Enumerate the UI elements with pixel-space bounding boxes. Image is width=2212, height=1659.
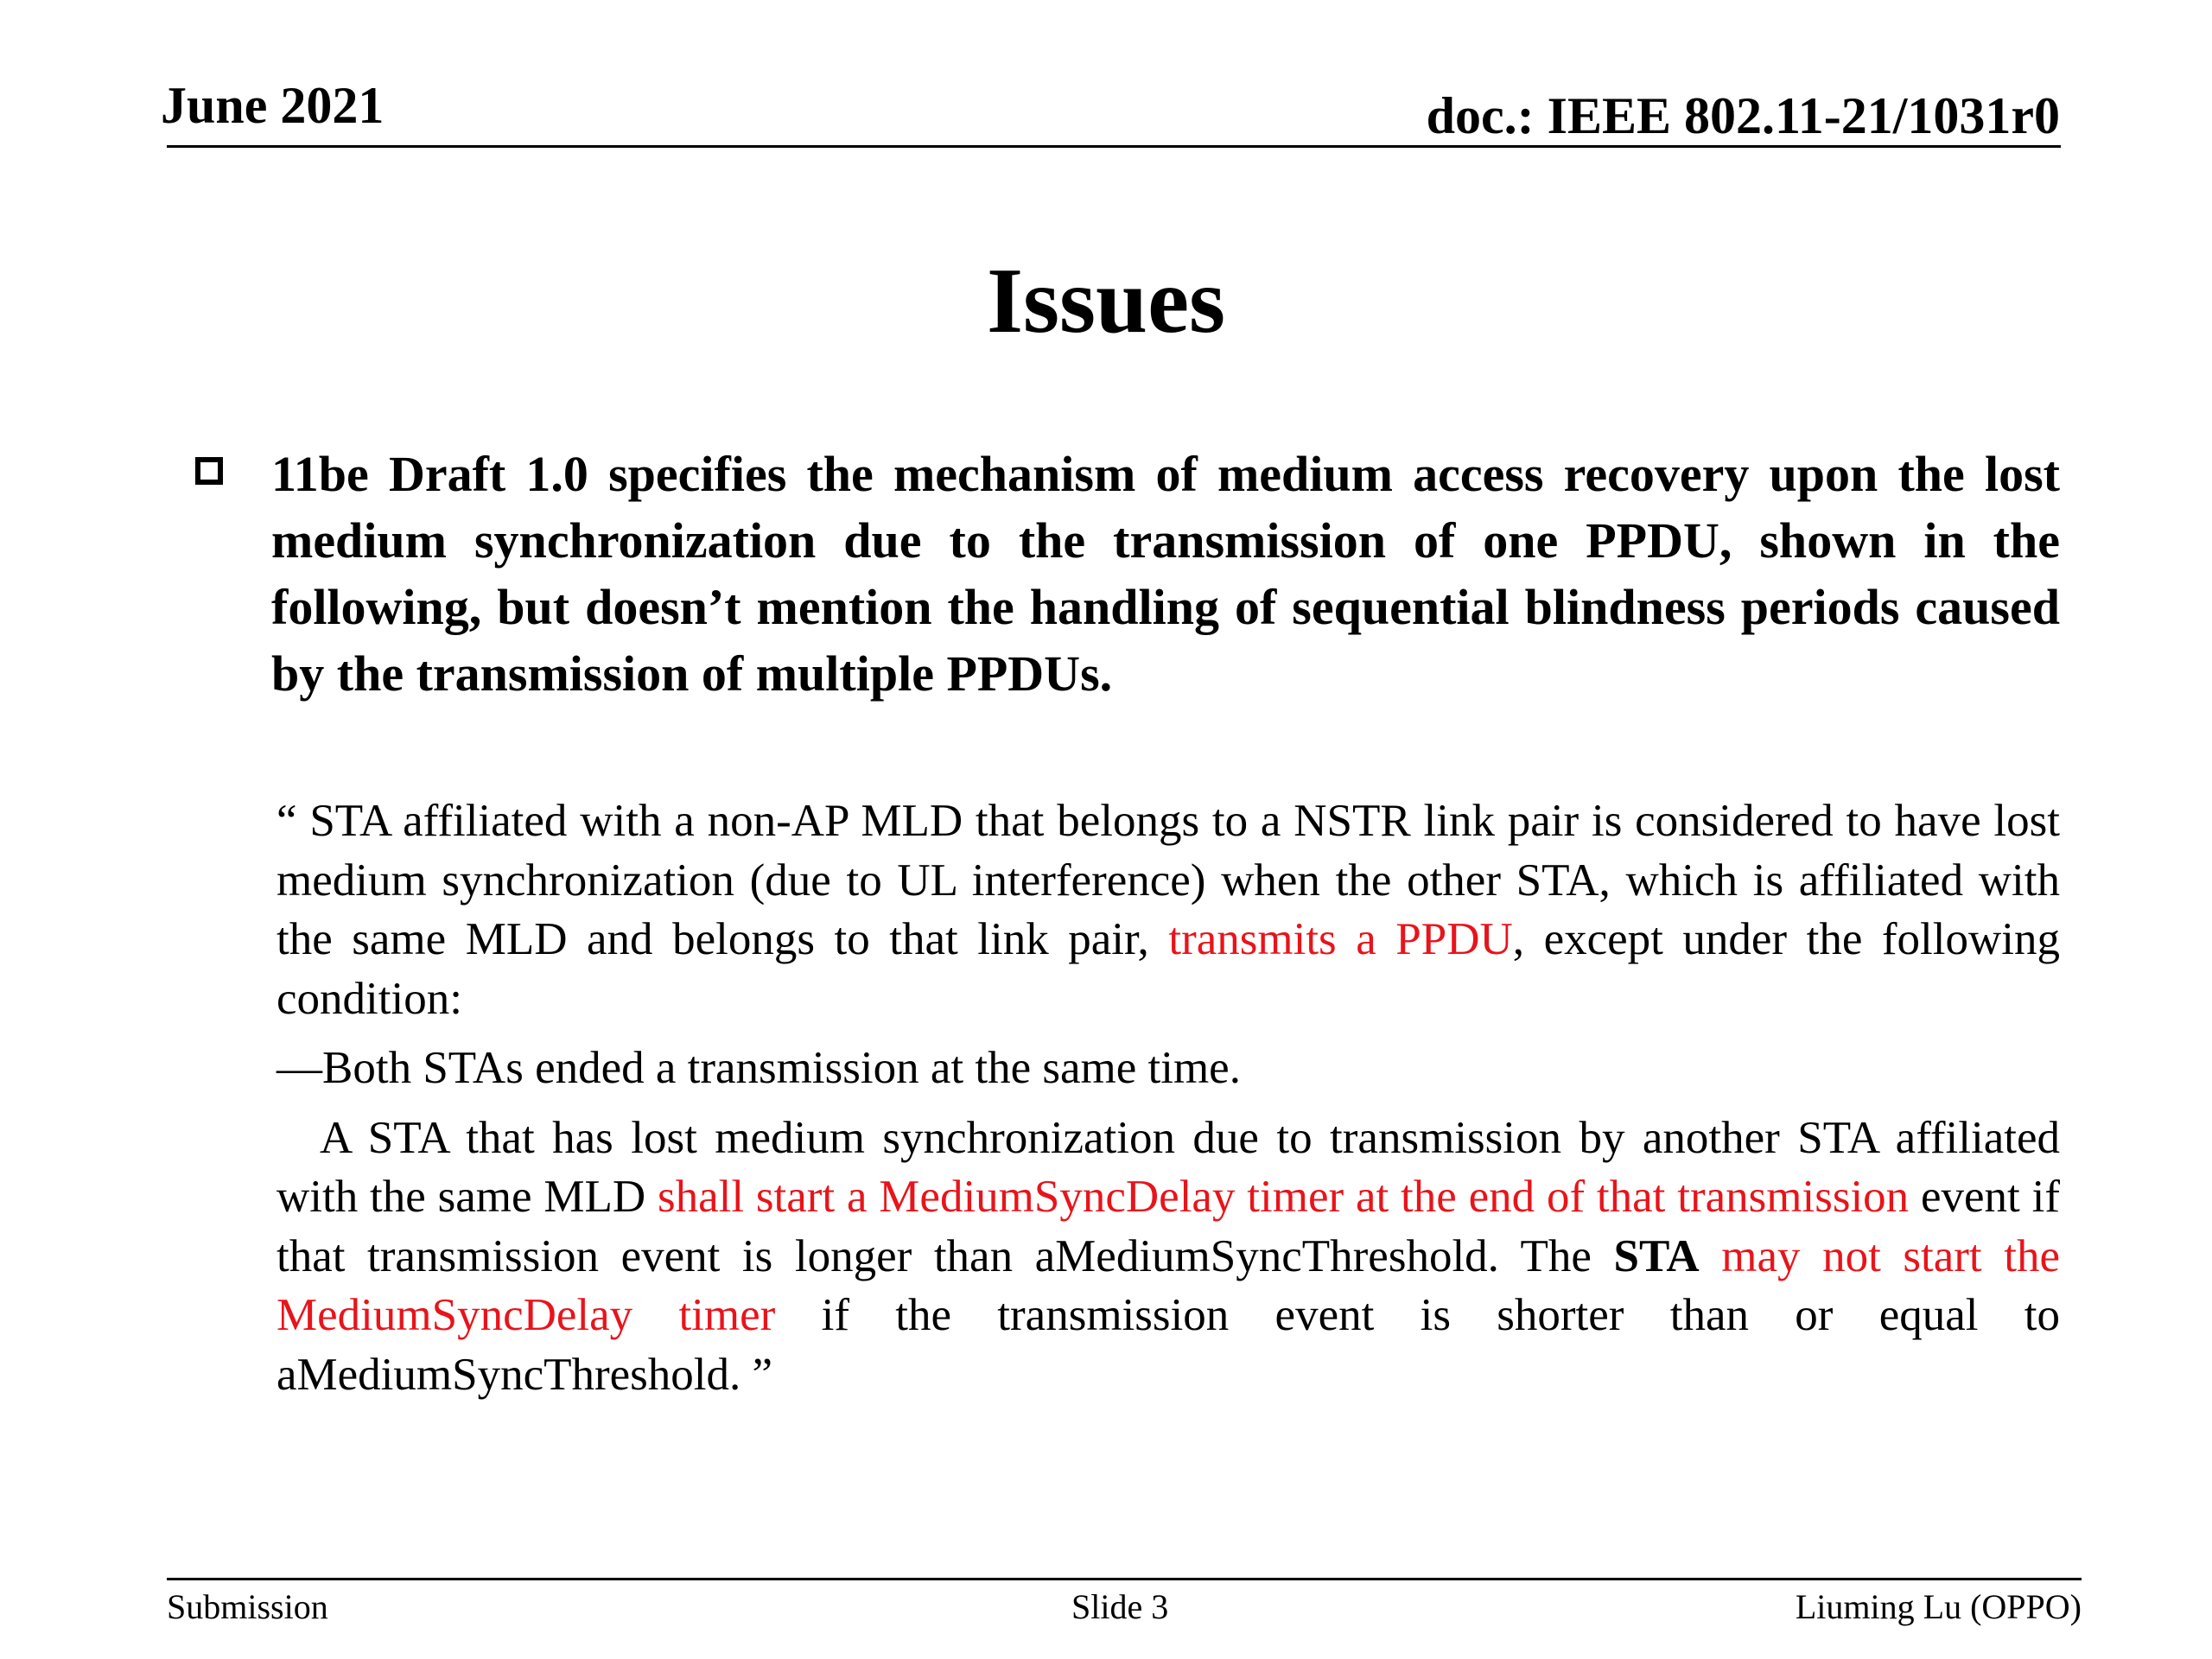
bullet-square-icon — [195, 457, 223, 485]
slide-title: Issues — [986, 250, 1226, 353]
quote-highlight: shall start a MediumSyncDelay timer at the end of that transmission — [657, 1172, 1910, 1222]
quote-block — [276, 791, 2060, 1404]
footer-rule — [167, 1578, 2082, 1580]
quote-text: , except under the following condition: — [276, 914, 2061, 1024]
header-doc-id: doc.: IEEE 802.11-21/1031r0 — [1426, 87, 2060, 144]
quote-condition: —Both STAs ended a transmission at the same time. — [276, 1043, 1241, 1093]
quote-paragraph-2 — [276, 1109, 2060, 1405]
footer-submission: Submission — [167, 1587, 328, 1626]
quote-text: “ STA affiliated with a non-AP MLD that belongs to a NSTR link pair is considered to have lost medium synchronization (due to UL interference) when the other STA, which is affiliated with the same MLD and belongs to that link pair, — [276, 796, 2060, 964]
footer-author: Liuming Lu (OPPO) — [1795, 1587, 2082, 1626]
quote-text: event if that transmission event is longer than aMediumSyncThreshold. The — [276, 1172, 2060, 1281]
quote-text — [1700, 1231, 1722, 1281]
quote-text: if the transmission event is shorter than or equal to aMediumSyncThreshold. ” — [276, 1290, 2060, 1400]
quote-bold-sta: STA — [1613, 1230, 1700, 1281]
quote-paragraph-1 — [276, 791, 2060, 1028]
bullet-text: 11be Draft 1.0 specifies the mechanism of medium access recovery upon the lost medium synchronization due to the transmission of one PPDU, shown in the following, but doesn’t mention the handling of sequential blindness periods caused by the transmission of multiple PPDUs. — [271, 446, 2060, 702]
header-date: June 2021 — [161, 77, 385, 134]
quote-highlight: may not start the MediumSyncDelay timer — [276, 1230, 2060, 1340]
footer-slide-number: Slide 3 — [1071, 1587, 1169, 1626]
quote-highlight: transmits a PPDU — [1168, 914, 1513, 964]
header-rule — [167, 145, 2061, 148]
quote-text: A STA that has lost medium synchronization due to transmission by another STA affiliated with the same MLD — [276, 1112, 2060, 1222]
